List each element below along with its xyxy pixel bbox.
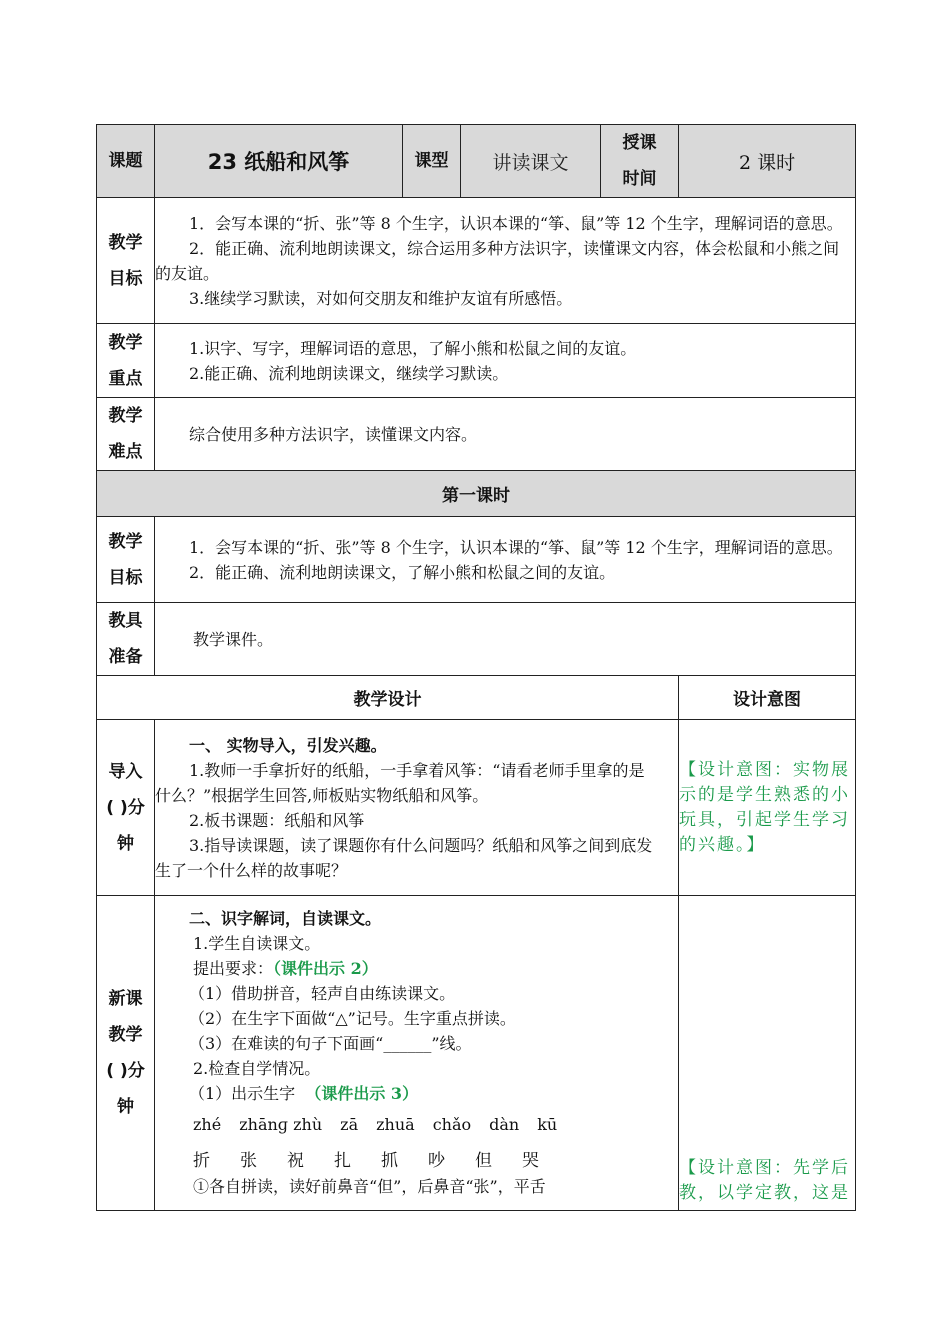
intro-p2: 2.板书课题：纸船和风筝 [189, 810, 365, 830]
prep-text: 教学课件。 [193, 629, 274, 649]
pinyin-item: zhé [193, 1115, 222, 1134]
lesson-plan-table [96, 124, 856, 1211]
char-item: 张 [240, 1151, 257, 1171]
pinyin-item: kū [537, 1115, 558, 1134]
key-points-row [97, 324, 856, 398]
type-label: 课型 [403, 125, 461, 198]
lesson1-goals-row [97, 517, 856, 603]
goal-item: 3.继续学习默读，对如何交朋友和维护友谊有所感悟。 [189, 288, 573, 308]
key-points-label: 教学 重点 [97, 324, 155, 398]
goals-row [97, 198, 856, 324]
intent-header: 设计意图 [679, 676, 856, 720]
topic-label: 课题 [97, 125, 155, 198]
goals-content [155, 198, 856, 324]
pinyin-item: chǎo [432, 1115, 472, 1134]
pinyin-item: zhuā [376, 1115, 415, 1134]
key-points-content [155, 324, 856, 398]
char-item: 但 [475, 1151, 492, 1171]
new-lesson-p6: 2.检查自学情况。 [193, 1059, 321, 1078]
char-item: 折 [193, 1151, 210, 1171]
lesson1-goal-item: 1．会写本课的“折、张”等 8 个生字，认识本课的“筝、鼠”等 12 个生字，理解词语的意思。 [189, 537, 843, 557]
char-item: 哭 [522, 1151, 539, 1171]
new-lesson-p7: （1）出示生字 （课件出示 3） [189, 1084, 419, 1103]
new-lesson-heading: 二、识字解词，自读课文。 [189, 909, 382, 928]
goals-label: 教学 目标 [97, 198, 155, 324]
new-lesson-p8: ①各自拼读，读好前鼻音“但”，后鼻音“张”，平舌 [193, 1177, 546, 1196]
intro-p1: 1.教师一手拿折好的纸船，一手拿着风筝：“请看老师手里拿的是什么？”根据学生回答,师板贴实物纸船和风筝。 [155, 760, 645, 805]
prep-label: 教具 准备 [97, 603, 155, 676]
header-row [97, 125, 856, 198]
intro-label: 导入 ( )分 钟 [97, 720, 155, 896]
prep-row [97, 603, 856, 676]
char-item: 祝 [287, 1151, 304, 1171]
char-row [155, 1149, 670, 1174]
intro-row [97, 720, 856, 896]
char-item: 抓 [381, 1151, 398, 1171]
intro-heading: 一、 实物导入，引发兴趣。 [189, 735, 387, 755]
new-lesson-p2: 提出要求：（课件出示 2） [193, 959, 378, 978]
lesson-title: 23 纸船和风筝 [155, 125, 403, 198]
new-lesson-content [155, 896, 679, 1211]
difficulties-text: 综合使用多种方法识字，读懂课文内容。 [189, 424, 478, 444]
goal-item: 2．能正确、流利地朗读课文，综合运用多种方法识字，读懂课文内容，体会松鼠和小熊之间的友谊。 [155, 238, 840, 283]
new-lesson-p3: （1）借助拼音，轻声自由练读课文。 [189, 984, 456, 1003]
new-lesson-intent: 【设计意图：先学后教，以学定教，这是 [679, 896, 856, 1211]
difficulties-label: 教学 难点 [97, 398, 155, 471]
design-header: 教学设计 [97, 676, 679, 720]
pinyin-row [155, 1112, 670, 1137]
new-lesson-p1: 1.学生自读课文。 [193, 934, 321, 953]
lesson1-goals-label: 教学 目标 [97, 517, 155, 603]
intro-p3: 3.指导读课题，读了课题你有什么问题吗？纸船和风筝之间到底发生了一个什么样的故事呢？ [155, 835, 653, 880]
difficulties-content [155, 398, 856, 471]
new-lesson-p4: （2）在生字下面做“△”记号。生字重点拼读。 [189, 1009, 516, 1028]
new-lesson-row [97, 896, 856, 1211]
prep-content [155, 603, 856, 676]
time-label: 授课 时间 [601, 125, 679, 198]
lesson1-title-row [97, 471, 856, 517]
key-point-item: 2.能正确、流利地朗读课文，继续学习默读。 [189, 363, 509, 383]
key-point-item: 1.识字、写字，理解词语的意思，了解小熊和松鼠之间的友谊。 [189, 338, 637, 358]
pinyin-item: zhānɡ zhù [239, 1115, 323, 1134]
new-lesson-label: 新课 教学 ( )分 钟 [97, 896, 155, 1211]
difficulties-row [97, 398, 856, 471]
intro-content [155, 720, 679, 896]
lesson1-goal-item: 2．能正确、流利地朗读课文，了解小熊和松鼠之间的友谊。 [189, 562, 616, 582]
design-header-row [97, 676, 856, 720]
type-value: 讲读课文 [461, 125, 601, 198]
new-lesson-p5: （3）在难读的句子下面画“______”线。 [189, 1034, 472, 1053]
lesson1-goals-content [155, 517, 856, 603]
char-item: 吵 [428, 1151, 445, 1171]
lesson1-title: 第一课时 [97, 471, 856, 517]
char-item: 扎 [334, 1151, 351, 1171]
pinyin-item: dàn [489, 1115, 520, 1134]
intro-intent: 【设计意图：实物展示的是学生熟悉的小玩具，引起学生学习的兴趣。】 [679, 720, 856, 896]
goal-item: 1．会写本课的“折、张”等 8 个生字，认识本课的“筝、鼠”等 12 个生字，理解词语的意思。 [189, 213, 843, 233]
hours-value: 2 课时 [679, 125, 856, 198]
pinyin-item: zā [340, 1115, 359, 1134]
